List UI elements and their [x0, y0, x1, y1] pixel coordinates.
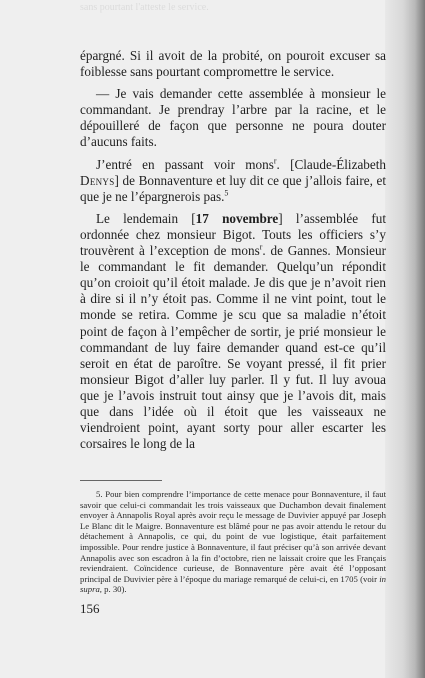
paragraph-4-text-b: ] l’assemblée fut ordonnée chez monsieur Bigot. Touts les officiers s’y trouvèrent à l’exception de mons	[80, 210, 386, 259]
book-spine-shadow	[385, 0, 425, 678]
surname-denys: Denys	[80, 172, 115, 188]
superscript-r: r	[259, 242, 263, 252]
footnote-text-a: 5. Pour bien comprendre l’importance de cette menace pour Bonnaventure, il faut savoir que celui-ci commandait les trois vaisseaux que Duchambon devait finalement envoyer à Annapolis Royal après avoir reçu le message de Duvivier appuyé par Joseph Le Blanc dit le Maigre. Bonnaventure est blâmé pour ne pas avoir attendu le retour du détachement à Annapolis, ce qui, du point de vue logistique, était parfaitement impossible. Pour rendre justice à Bonnaventure, il faut préciser qu’à son arrivée devant Annapolis avec son escadron à la fin d’octobre, rien ne laissait croire que les Français reviendraient. Coïncidence curieuse, de Bonnaventure père avait été l’opposant principal de Duvivier père à l’époque du mariage remarqué de celui-ci, en 1705 (voir	[80, 489, 386, 584]
page-body	[80, 48, 386, 452]
page-number: 156	[80, 601, 100, 616]
paragraph-1-text: épargné. Si il avoit de la probité, on pouroit excuser sa foiblesse sans pourtant compromettre le service.	[80, 48, 386, 80]
footnote-text	[80, 489, 386, 595]
paragraph-3-text-a: J’entré en passant voir mons	[96, 156, 274, 172]
footnote-text-b: , p. 30).	[99, 584, 127, 595]
bleed-line: sans pourtant l'atteste le service.	[80, 2, 209, 13]
paragraph-4	[80, 211, 386, 452]
footnote-5	[80, 489, 386, 595]
footnote-marker: 5	[224, 188, 229, 198]
superscript-r: r	[273, 156, 277, 166]
paragraph-3-text-c: ] de Bonnaventure et luy dit ce que j’allois faire, et que je ne l’épargnerois pas.	[80, 172, 386, 204]
paragraph-2	[80, 86, 386, 150]
bleed-through-text	[80, 0, 380, 40]
footnote-reference: in supra	[80, 573, 386, 595]
paragraph-4-text-a: Le lendemain [	[96, 210, 196, 226]
date-reference: 17 novembre	[195, 210, 279, 226]
paragraph-4-text-c: . de Gannes. Monsieur le commandant le fit demander. Quelqu’un répondit qu’on croioit qu’il étoit malade. Je dis que je n’avoit rien à dire si il n’y étoit pas. Comme il ne vint point, tout le monde se retira. Comme je scu que sa maladie n’étoit point de façon à l’empêcher de sortir, je prié monsieur le commandant de luy faire demander quand est-ce qu’il seroit en état de paroître. Se voyant pressé, il fit prier monsieur Bigot d’aller luy parler. Il y fut. Il luy avoua que je l’avois instruit tout ainsy que je l’avois dit, mais que dans l’idée où il étoit que les vaisseaux ne viendroient point, ayant sorty pour aller escarter les corsaires le long de la	[80, 243, 386, 452]
footnote-separator	[80, 480, 162, 481]
paragraph-3-text-b: . [Claude-Élizabeth	[276, 156, 387, 172]
paragraph-1	[80, 48, 386, 80]
paragraph-2-text: — Je vais demander cette assemblée à monsieur le commandant. Je prendray l’arbre par la racine, et le dépouilleré de façon que personne ne poura douter d’aucuns faits.	[80, 86, 386, 150]
paragraph-3	[80, 157, 386, 205]
